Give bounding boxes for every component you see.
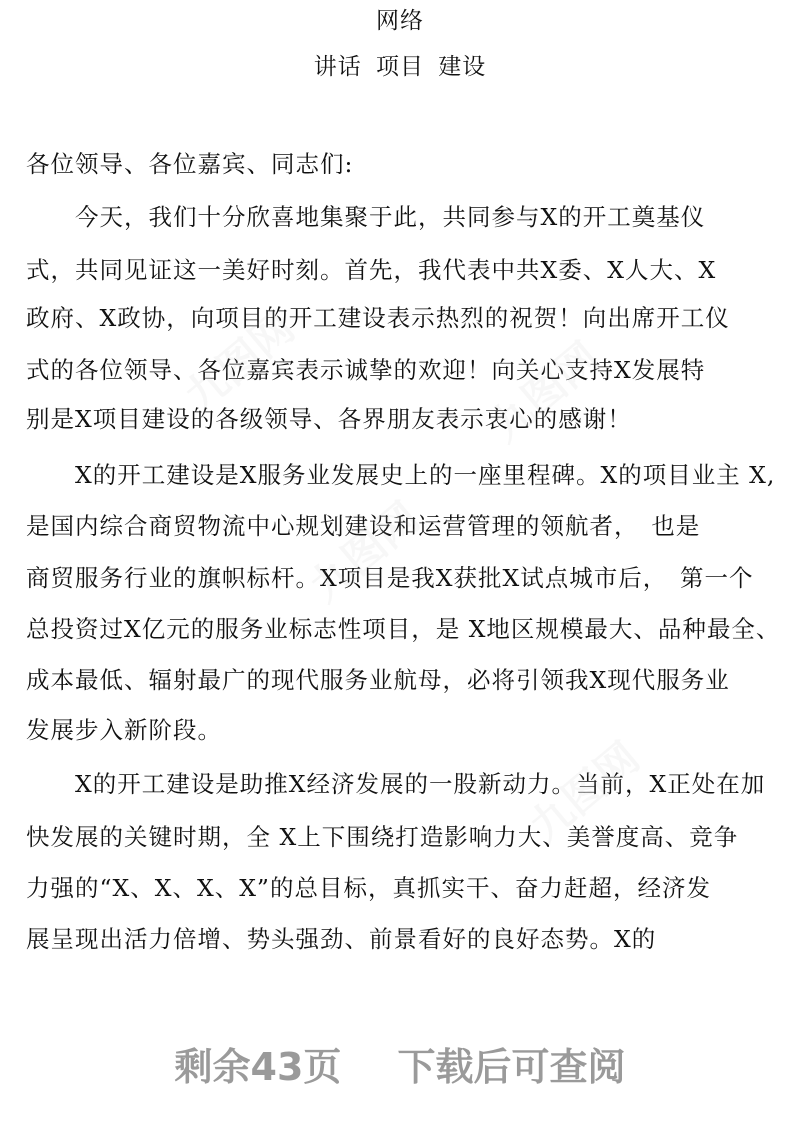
paragraph-line: 式的各位领导、各位嘉宾表示诚挚的欢迎！向关心支持X发展特 bbox=[26, 356, 706, 384]
paragraph-line: X的开工建设是X服务业发展史上的一座里程碑。X的项目业主 X, bbox=[26, 461, 776, 489]
watermark-logo: 九图网 bbox=[480, 332, 609, 452]
watermark-logo: 九图网 bbox=[520, 732, 649, 852]
document-source: 网络 bbox=[376, 8, 424, 34]
paragraph-line: 快发展的关键时期，全 X上下围绕打造影响力大、美誉度高、竞争 bbox=[26, 823, 739, 851]
paragraph-line: 今天，我们十分欣喜地集聚于此，共同参与X的开工奠基仪 bbox=[26, 203, 706, 231]
paragraph-line: 总投资过X亿元的服务业标志性项目，是 X地区规模最大、品种最全、 bbox=[26, 615, 781, 643]
paragraph-line: 力强的“X、X、X、X”的总目标，真抓实干、奋力赶超，经济发 bbox=[26, 874, 711, 902]
remaining-pages-label: 剩余43页 bbox=[174, 1045, 342, 1089]
paragraph-line: 展呈现出活力倍增、势头强劲、前景看好的良好态势。X的 bbox=[26, 925, 657, 953]
watermark-logo: 九图网 bbox=[175, 302, 304, 422]
paragraph-line: 成本最低、辐射最广的现代服务业航母，必将引领我X现代服务业 bbox=[26, 666, 730, 694]
download-banner[interactable] bbox=[0, 1036, 800, 1091]
download-prompt-label: 下载后可查阅 bbox=[397, 1045, 626, 1089]
salutation-line: 各位领导、各位嘉宾、同志们: bbox=[26, 150, 354, 178]
paragraph-line: 发展步入新阶段。 bbox=[26, 716, 222, 744]
paragraph-line: 商贸服务行业的旗帜标杆。X项目是我X获批X试点城市后， 第一个 bbox=[26, 564, 754, 592]
paragraph-line: 别是X项目建设的各级领导、各界朋友表示衷心的感谢！ bbox=[26, 405, 632, 433]
paragraph-line: 政府、X政协，向项目的开工建设表示热烈的祝贺！向出席开工仪 bbox=[26, 304, 730, 332]
watermark-logo: 九图网 bbox=[300, 492, 429, 612]
document-title: 讲话 项目 建设 bbox=[313, 54, 487, 80]
paragraph-line: X的开工建设是助推X经济发展的一股新动力。当前，X正处在加 bbox=[26, 770, 766, 798]
paragraph-line: 式，共同见证这一美好时刻。首先，我代表中共X委、X人大、X bbox=[26, 256, 717, 284]
paragraph-line: 是国内综合商贸物流中心规划建设和运营管理的领航者， 也是 bbox=[26, 512, 701, 540]
